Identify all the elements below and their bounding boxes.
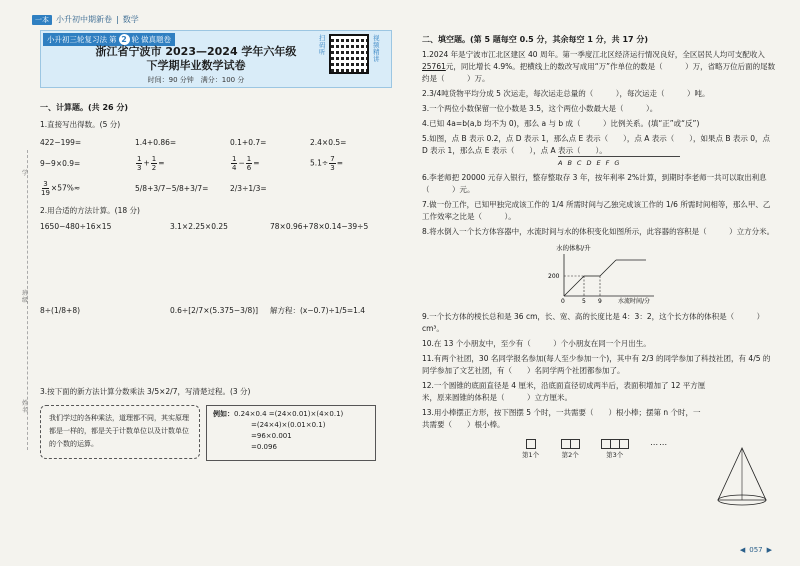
- chart-xtick: 5: [582, 298, 586, 304]
- fill-q9: 9.一个长方体的棱长总和是 36 cm，长、宽、高的长度比是 4：3：2，这个长方体的体积是（ ）cm³。: [422, 312, 765, 333]
- stick-figure-2: 第2个: [561, 439, 579, 461]
- q1-row-3: $\frac{3}{19}$ ×57%≈ 5/8+3/7−5/8+3/7= 2/3÷1/3=: [41, 180, 267, 197]
- chart-rise-line: [564, 276, 584, 296]
- section-2-title: 二、填空题。(第 5 题每空 0.5 分，其余每空 1 分，共 17 分): [422, 35, 649, 44]
- side-mark-name: 姓名: [22, 400, 29, 414]
- q2-row-1: 1650−480÷16×15 3.1×2.25×0.25 78×0.96+78×0.14−39÷5: [40, 222, 369, 231]
- qr-left-label: 扫码听: [319, 34, 326, 56]
- fill-q2: 2.3/4吨货物平均分成 5 次运走，每次运走总量的（ ），每次运走（ ）吨。: [422, 89, 710, 98]
- q1-row-2: 9−9×0.9= $\frac{1}{3}$ + $\frac{1}{2}$ = $\frac{1}{4}$ − $\frac{1}{6}$ = 5.1÷ $\frac{7}{3}$ =: [40, 155, 343, 172]
- brand-logo: 一本: [32, 15, 52, 25]
- fill-q6: 6.李老师把 20000 元存入银行，整存整取存 3 年，按年利率 2%计算，到期时李老师一共可以取出利息（ ）元。: [422, 173, 767, 194]
- cone-figure: [712, 446, 772, 508]
- qr-code-icon[interactable]: [329, 34, 369, 74]
- chart-rise-line-2: [600, 260, 616, 276]
- fill-q3: 3.一个两位小数保留一位小数是 3.5，这个两位小数最大是（ ）。: [422, 104, 658, 113]
- round-tag: 小升初三轮复习法 第 2 轮 做真题卷: [43, 33, 175, 46]
- water-volume-chart: [542, 242, 682, 304]
- stick-ellipsis: ……: [650, 438, 669, 447]
- stick-figure-3: 第3个: [601, 439, 628, 461]
- fill-q1: 1.2024 年是宁波市江北区建区 40 周年。第一季度江北区经济运行情况良好，全区居民人均可支配收入25761元，同比增长 4.9%。把横线上的数改写成用“万”作单位的数是（ ）万，省略万位后面的尾数约是（ ）万。: [422, 50, 776, 83]
- q3-boxes: [40, 405, 392, 461]
- number-line: A B C D E F G: [558, 156, 680, 169]
- page-number: 057: [749, 546, 763, 554]
- question-2-label: 2.用合适的方法计算。(18 分): [40, 206, 140, 215]
- section-1-title: 一、计算题。(共 26 分): [40, 103, 129, 112]
- question-1-label: 1.直接写出得数。(5 分): [40, 120, 121, 129]
- exam-subtitle: 时间：90 分钟 满分：100 分: [147, 76, 245, 84]
- fill-q7: 7.做一份工作，已知甲独完成该工作的 1/4 所需时间与乙独完成该工作的 1/6 所需时间相等，那么甲、乙工作效率之比是（ ）。: [422, 200, 771, 221]
- chart-ylabel: 水的体积/升: [556, 244, 591, 252]
- fill-q8: 8.将水倒入一个长方体容器中，水流时间与水的体积变化如图所示，此容器的容积是（ ）立方分米。: [422, 227, 775, 236]
- example-box: 例如：0.24×0.4 =(24×0.01)×(4×0.1) =(24×4)×(0.01×0.1) =96×0.001 =0.096: [206, 405, 376, 461]
- right-page: [422, 34, 777, 461]
- left-page: [40, 30, 392, 461]
- fill-q5: 5.如图，点 B 表示 0.2，点 D 表示 1，那么点 E 表示（ ），点 A 表示（ ），如果点 B 表示 0，点 D 表示 1，那么点 E 表示（ ），点 A 表示（ ）。: [422, 134, 771, 155]
- exam-banner: [40, 30, 392, 88]
- q2-row-2: 8÷(1/8+8) 0.6÷[2/7×(5.375−3/8)] 解方程：(x−0.7)÷1/5=1.4: [40, 306, 366, 315]
- side-mark-class: 班级: [22, 290, 29, 304]
- question-3-label: 3.按下面的新方法计算分数乘法 3/5×2/7，写清楚过程。(3 分): [40, 387, 251, 396]
- chart-ytick: 200: [548, 273, 560, 280]
- fill-q4: 4.已知 4a=b(a,b 均不为 0)，那么 a 与 b 成（ ）比例关系。(填“正”或“反”): [422, 119, 700, 128]
- qr-right-label: 视频精讲: [373, 34, 380, 63]
- prev-page-icon[interactable]: ◀: [739, 546, 746, 554]
- chart-xlabel: 水流时间/分: [618, 298, 651, 304]
- fill-q10: 10.在 13 个小朋友中，至少有（ ）个小朋友在同一个月出生。: [422, 339, 651, 348]
- next-page-icon[interactable]: ▶: [766, 546, 772, 554]
- subject-name: 数学: [122, 15, 139, 24]
- fill-q13: 13.用小棒摆正方形，按下图摆 5 个时，一共需要（ ）根小棒；摆第 n 个时，一共需要（ ）根小棒。: [422, 408, 701, 429]
- fill-q12: 12.一个圆锥的底面直径是 4 厘米，沿底面直径切成两半后，表面积增加了 12 平方厘米，原来圆锥的体积是（ ）立方厘米。: [422, 381, 706, 402]
- stick-figure-1: 第1个: [522, 439, 539, 461]
- page-footer: [740, 546, 772, 554]
- exam-title: 浙江省宁波市 2023—2024 学年六年级 下学期毕业数学试卷: [95, 45, 297, 72]
- side-mark-school: 学: [22, 170, 29, 177]
- series-name: 小升初中期新卷: [56, 15, 112, 24]
- q1-row-1: 422−199= 1.4+0.86= 0.1+0.7= 2.4×0.5=: [40, 138, 347, 147]
- top-strip: 一本 小升初中期新卷 | 数学: [32, 14, 139, 25]
- chart-xtick: 0: [561, 298, 565, 304]
- fill-q11: 11.有两个社团，30 名同学报名参加(每人至少参加一个)，其中有 2/3 的同学参加了科技社团，有 4/5 的同学参加了文艺社团，有（ ）名同学两个社团都参加了。: [422, 354, 771, 375]
- round-number-badge: 2: [119, 34, 130, 45]
- method-note-box: 我们学过的各种乘法，道理都不同，其实原理都是一样的，都是关于计数单位以及计数单位的个数的运算。: [40, 405, 200, 459]
- chart-xtick: 9: [598, 298, 602, 304]
